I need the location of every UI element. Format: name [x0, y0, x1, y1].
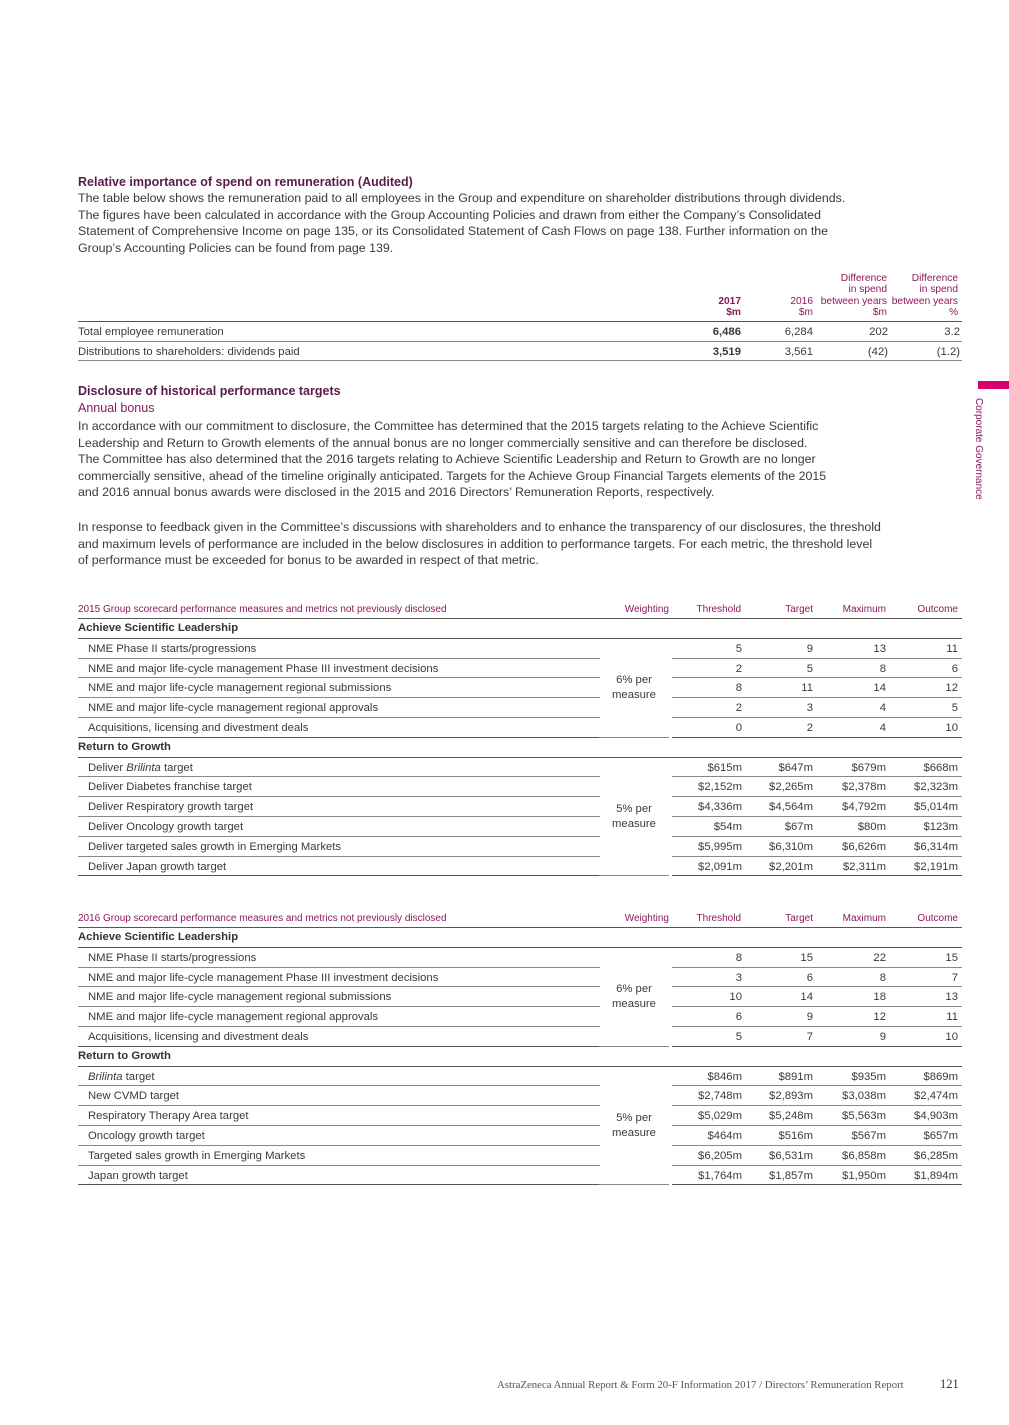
target-value: $2,265m [769, 781, 813, 794]
col-maximum-header: Maximum [842, 913, 886, 924]
table-row [78, 837, 962, 857]
metric-label: Acquisitions, licensing and divestment deals [88, 721, 309, 734]
col-threshold-header: Threshold [696, 913, 741, 924]
threshold-value: $4,336m [698, 801, 742, 814]
outcome-value: $5,014m [914, 801, 958, 814]
outcome-value: $657m [923, 1129, 958, 1142]
weighting-cell [599, 948, 669, 1047]
table-row [78, 987, 962, 1007]
maximum-value: 4 [879, 721, 886, 734]
section-tab-label [972, 398, 990, 508]
maximum-value: $2,378m [842, 781, 886, 794]
threshold-value: 5 [735, 642, 742, 655]
outcome-value: 12 [945, 682, 958, 695]
historical-paragraph-2 [78, 519, 963, 569]
table-row [78, 639, 962, 659]
maximum-value: 9 [879, 1030, 886, 1043]
col-2017-header: 2017 $m [718, 295, 741, 319]
metric-label: Deliver targeted sales growth in Emerging Markets [88, 840, 342, 853]
outcome-value: 6 [951, 662, 958, 675]
section-heading [78, 1047, 962, 1067]
table-row [78, 678, 962, 698]
paragraph-line: In response to feedback given in the Committee’s discussions with shareholders and to enhance the transparency of our disclosures, the threshold [78, 520, 881, 534]
row-divider [78, 1184, 600, 1185]
target-value: $2,893m [769, 1090, 813, 1103]
threshold-value: 8 [735, 682, 742, 695]
maximum-value: $3,038m [842, 1090, 886, 1103]
threshold-value: $2,748m [698, 1090, 742, 1103]
threshold-value: 2 [735, 662, 742, 675]
table-row [78, 797, 962, 817]
paragraph-line: The figures have been calculated in accordance with the Group Accounting Policies and drawn from either the Company’s Consolidated [78, 207, 821, 222]
value-diff-pct: 3.2 [944, 326, 960, 338]
threshold-value: $464m [707, 1129, 742, 1142]
metric-label: NME and major life-cycle management regional approvals [88, 1011, 379, 1024]
maximum-value: $567m [851, 1129, 886, 1142]
outcome-value: $2,191m [914, 860, 958, 873]
target-value: $516m [778, 1129, 813, 1142]
metric-label: Brilinta target [88, 1070, 155, 1083]
threshold-value: $2,152m [698, 781, 742, 794]
metric-label: Deliver Respiratory growth target [88, 801, 254, 814]
paragraph-line: In accordance with our commitment to disclosure, the Committee has determined that the 2015 targets relating to the Achieve Scientific [78, 419, 819, 433]
col-weighting-header: Weighting [624, 913, 669, 924]
value-2016: 6,284 [784, 326, 813, 338]
page-number: 121 [940, 1377, 959, 1391]
maximum-value: 13 [873, 642, 886, 655]
table-row [78, 659, 962, 679]
table-row [78, 1086, 962, 1106]
metric-label: NME Phase II starts/progressions [88, 642, 257, 655]
target-value: $6,310m [769, 840, 813, 853]
weighting-divider [599, 875, 669, 876]
target-value: $67m [784, 820, 813, 833]
threshold-value: 5 [735, 1030, 742, 1043]
threshold-value: 2 [735, 702, 742, 715]
weighting-cell [599, 639, 669, 738]
section-tab-marker [978, 381, 1009, 389]
col-target-header: Target [785, 913, 813, 924]
maximum-value: $935m [851, 1070, 886, 1083]
table-row [78, 1166, 962, 1186]
section-name: Return to Growth [78, 1049, 171, 1062]
target-value: $1,857m [769, 1169, 813, 1182]
col-outcome-header: Outcome [917, 604, 958, 615]
metric-label: NME and major life-cycle management regional submissions [88, 682, 392, 695]
outcome-value: 5 [951, 702, 958, 715]
maximum-value: 14 [873, 682, 886, 695]
paragraph-line: Group’s Accounting Policies can be found from page 139. [78, 240, 394, 255]
paragraph-line: Leadership and Return to Growth elements of the annual bonus are no longer commercially sensitive and can therefore be disclosed. [78, 435, 808, 450]
table-row [78, 698, 962, 718]
metric-label: Oncology growth target [88, 1129, 205, 1142]
outcome-value: $869m [923, 1070, 958, 1083]
row-divider [672, 875, 962, 876]
table-row [78, 1126, 962, 1146]
target-value: 9 [806, 642, 813, 655]
threshold-value: 0 [735, 721, 742, 734]
brand-name: Brilinta [126, 761, 161, 774]
scorecard-2015-table [78, 602, 962, 876]
table-row [78, 1106, 962, 1126]
threshold-value: $54m [713, 820, 742, 833]
section-name: Achieve Scientific Leadership [78, 931, 239, 943]
outcome-value: $2,474m [914, 1090, 958, 1103]
value-diff-m: (42) [867, 345, 888, 358]
col-2016-header: 2016 $m [790, 295, 813, 319]
maximum-value: 4 [879, 702, 886, 715]
maximum-value: $679m [851, 761, 886, 774]
threshold-value: 3 [735, 971, 742, 984]
section-heading [78, 619, 962, 639]
col-maximum-header: Maximum [842, 604, 886, 615]
outcome-value: $123m [923, 820, 958, 833]
page-footer: AstraZeneca Annual Report & Form 20-F Information 2017 / Directors’ Remuneration Report [497, 1379, 904, 1391]
row-label: Total employee remuneration [78, 326, 224, 338]
metric-label: Targeted sales growth in Emerging Markets [88, 1149, 306, 1162]
remuneration-table [78, 272, 962, 361]
table-row [78, 968, 962, 988]
metric-label: Respiratory Therapy Area target [88, 1110, 249, 1123]
weighting-value: 6% per measure [612, 983, 656, 1011]
weighting-divider [599, 1184, 669, 1185]
table-row [78, 1067, 962, 1087]
table-row [78, 322, 962, 342]
row-divider [672, 1184, 962, 1185]
table-row [78, 342, 962, 362]
scorecard-header [78, 911, 962, 928]
value-2017: 3,519 [712, 345, 741, 358]
remuneration-table-header [78, 272, 962, 322]
historical-paragraph-1 [78, 418, 963, 501]
weighting-cell [599, 758, 669, 877]
target-value: 7 [806, 1030, 813, 1043]
col-diff-pct-header: Difference in spend between years % [891, 272, 958, 319]
target-value: 9 [806, 1011, 813, 1024]
section-heading [78, 738, 962, 758]
maximum-value: 12 [873, 1011, 886, 1024]
historical-targets-heading: Disclosure of historical performance targets [78, 384, 341, 398]
weighting-value: 6% per measure [612, 674, 656, 702]
maximum-value: 8 [879, 971, 886, 984]
target-value: $4,564m [769, 801, 813, 814]
brand-name: Brilinta [88, 1070, 123, 1083]
section-rows [78, 758, 962, 877]
maximum-value: 8 [879, 662, 886, 675]
outcome-value: 11 [946, 642, 958, 655]
metric-label: Deliver Oncology growth target [88, 820, 244, 833]
section-name: Return to Growth [78, 740, 171, 753]
maximum-value: 18 [873, 991, 886, 1004]
scorecard-title: 2016 Group scorecard performance measures and metrics not previously disclosed [78, 913, 447, 924]
target-value: 3 [806, 702, 813, 715]
metric-label: NME and major life-cycle management regional submissions [88, 991, 392, 1004]
outcome-value: $6,314m [914, 840, 958, 853]
col-diff-m-header: Difference in spend between years $m [820, 272, 887, 319]
table-row [78, 817, 962, 837]
table-row [78, 758, 962, 778]
maximum-value: $1,950m [842, 1169, 886, 1182]
metric-label: Deliver Diabetes franchise target [88, 781, 252, 794]
metric-label: Deliver Brilinta target [88, 761, 193, 774]
maximum-value: $6,858m [842, 1149, 886, 1162]
col-threshold-header: Threshold [696, 604, 741, 615]
table-row [78, 857, 962, 877]
scorecard-title: 2015 Group scorecard performance measures and metrics not previously disclosed [78, 604, 447, 615]
outcome-value: $6,285m [914, 1149, 958, 1162]
target-value: 2 [806, 721, 813, 734]
weighting-value: 5% per measure [612, 1111, 656, 1139]
section-heading [78, 928, 962, 948]
scorecard-header [78, 602, 962, 619]
relative-importance-heading: Relative importance of spend on remuneration (Audited) [78, 175, 413, 189]
outcome-value: $2,323m [914, 781, 958, 794]
paragraph-line: and 2016 annual bonus awards were disclosed in the 2015 and 2016 Directors’ Remuneration Reports, respectively. [78, 485, 715, 500]
outcome-value: 10 [945, 721, 958, 734]
threshold-value: $5,995m [698, 840, 742, 853]
metric-label: New CVMD target [88, 1090, 180, 1103]
annual-bonus-subheading: Annual bonus [78, 401, 155, 415]
metric-label: NME and major life-cycle management Phase III investment decisions [88, 662, 439, 675]
threshold-value: $1,764m [698, 1169, 742, 1182]
outcome-value: 11 [946, 1011, 958, 1024]
paragraph-line: The Committee has also determined that the 2016 targets relating to Achieve Scientific Leadership and Return to Growth are no longer [78, 452, 816, 467]
metric-label: NME and major life-cycle management regional approvals [88, 702, 379, 715]
relative-importance-paragraph [78, 190, 963, 256]
outcome-value: 7 [951, 971, 958, 984]
metric-label: NME Phase II starts/progressions [88, 951, 257, 964]
outcome-value: 15 [945, 951, 958, 964]
target-value: 11 [801, 682, 813, 695]
metric-label: NME and major life-cycle management Phase III investment decisions [88, 971, 439, 984]
target-value: $647m [778, 761, 813, 774]
section-rows [78, 948, 962, 1047]
paragraph-line: Statement of Comprehensive Income on page 135, or its Consolidated Statement of Cash Flows on page 138. Further information on the [78, 224, 829, 239]
outcome-value: $1,894m [914, 1169, 958, 1182]
outcome-value: 13 [945, 991, 958, 1004]
target-value: $6,531m [769, 1149, 813, 1162]
target-value: 6 [806, 971, 813, 984]
section-rows [78, 1067, 962, 1186]
scorecard-2016-table [78, 911, 962, 1185]
outcome-value: $668m [923, 761, 958, 774]
row-divider [78, 875, 600, 876]
target-value: $2,201m [769, 860, 813, 873]
value-diff-pct: (1.2) [936, 345, 960, 358]
maximum-value: 22 [873, 951, 886, 964]
table-row [78, 948, 962, 968]
row-label: Distributions to shareholders: dividends paid [78, 345, 300, 358]
table-row [78, 1027, 962, 1047]
section-name: Achieve Scientific Leadership [78, 622, 239, 634]
table-row [78, 1007, 962, 1027]
threshold-value: $5,029m [698, 1110, 742, 1123]
threshold-value: 8 [735, 951, 742, 964]
value-2016: 3,561 [784, 345, 813, 358]
paragraph-line: and maximum levels of performance are included in the below disclosures in addition to performance targets. For each metric, the threshold level [78, 536, 873, 551]
value-2017: 6,486 [712, 326, 741, 338]
target-value: 14 [800, 991, 813, 1004]
value-diff-m: 202 [869, 326, 888, 338]
section-rows [78, 639, 962, 738]
target-value: 15 [800, 951, 813, 964]
col-weighting-header: Weighting [624, 604, 669, 615]
table-row [78, 718, 962, 738]
threshold-value: 10 [729, 991, 742, 1004]
threshold-value: $615m [707, 761, 742, 774]
outcome-value: 10 [945, 1030, 958, 1043]
threshold-value: 6 [735, 1011, 742, 1024]
weighting-cell [599, 1067, 669, 1186]
maximum-value: $80m [857, 820, 886, 833]
maximum-value: $6,626m [842, 840, 886, 853]
paragraph-line: of performance must be exceeded for bonus to be awarded in respect of that metric. [78, 553, 539, 568]
paragraph-line: commercially sensitive, ahead of the timeline originally anticipated. Targets for the Achieve Group Financial Targets elements of the 2015 [78, 468, 827, 483]
outcome-value: $4,903m [914, 1110, 958, 1123]
metric-label: Acquisitions, licensing and divestment deals [88, 1030, 309, 1043]
target-value: 5 [806, 662, 813, 675]
table-row [78, 777, 962, 797]
maximum-value: $2,311m [842, 860, 886, 873]
table-row [78, 1146, 962, 1166]
metric-label: Japan growth target [88, 1169, 188, 1182]
col-outcome-header: Outcome [917, 913, 958, 924]
maximum-value: $5,563m [842, 1110, 886, 1123]
threshold-value: $6,205m [698, 1149, 742, 1162]
target-value: $891m [778, 1070, 813, 1083]
maximum-value: $4,792m [842, 801, 886, 814]
threshold-value: $2,091m [698, 860, 742, 873]
col-target-header: Target [785, 604, 813, 615]
threshold-value: $846m [707, 1070, 742, 1083]
paragraph-line: The table below shows the remuneration paid to all employees in the Group and expenditure on shareholder distributions through dividends. [78, 191, 846, 205]
weighting-value: 5% per measure [612, 802, 656, 830]
metric-label: Deliver Japan growth target [88, 860, 227, 873]
target-value: $5,248m [769, 1110, 813, 1123]
section-tab-text: Corporate Governance [973, 398, 984, 500]
